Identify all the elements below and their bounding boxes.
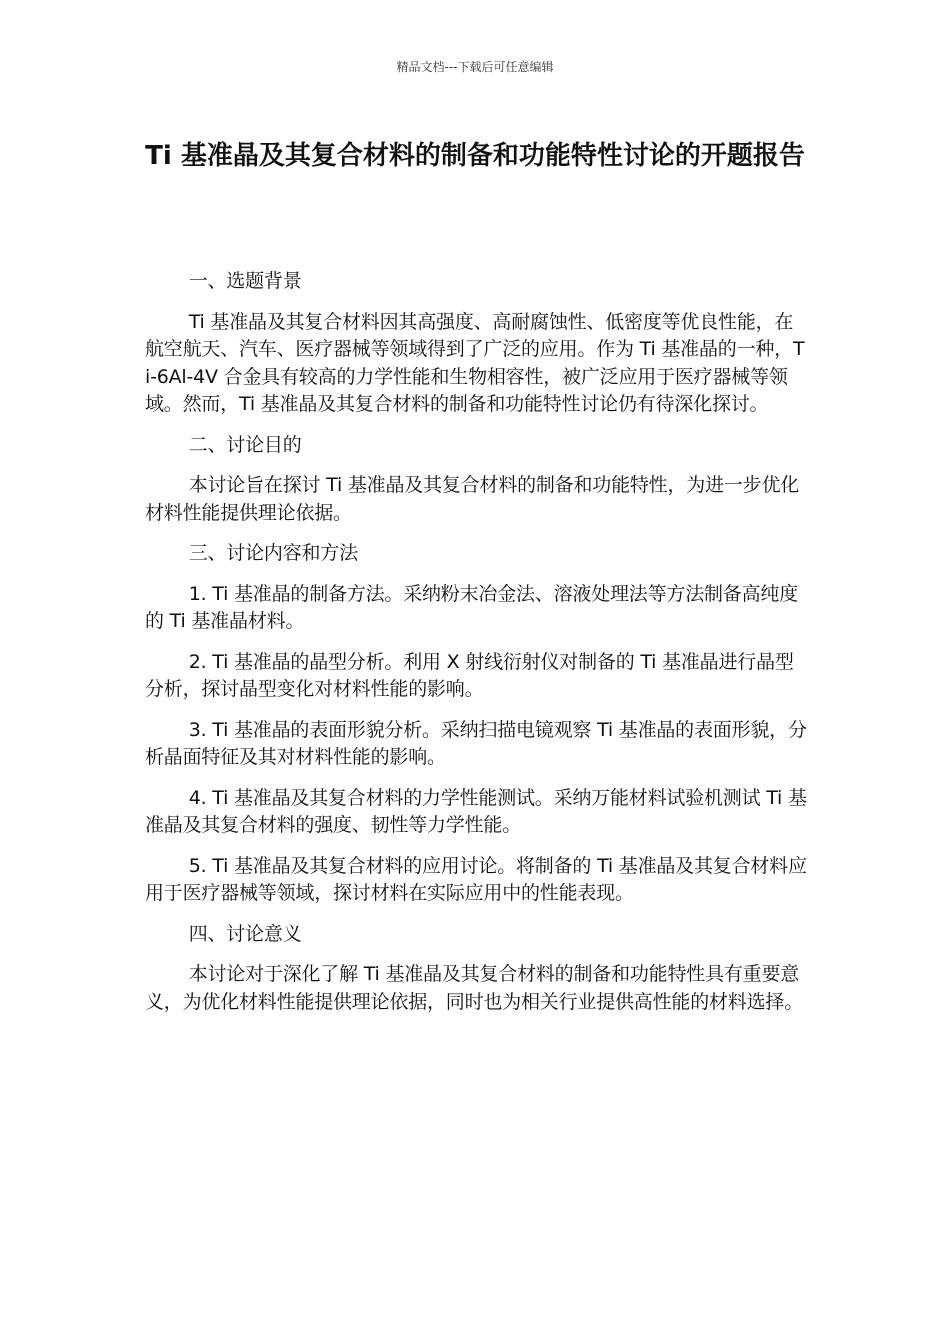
method-item-4: 4. Ti 基准晶及其复合材料的力学性能测试。采纳万能材料试验机测试 Ti 基准晶及其复合材料的强度、韧性等力学性能。 (145, 786, 807, 836)
header-note: 精品文档---下载后可任意编辑 (396, 60, 554, 74)
section-heading-methods: 三、讨论内容和方法 (188, 542, 358, 564)
paragraph-purpose: 本讨论旨在探讨 Ti 基准晶及其复合材料的制备和功能特性，为进一步优化材料性能提供理论依据。 (145, 474, 800, 524)
section-heading-significance: 四、讨论意义 (188, 922, 302, 945)
section-heading-purpose: 二、讨论目的 (188, 433, 302, 456)
paragraph-significance: 本讨论对于深化了解 Ti 基准晶及其复合材料的制备和功能特性具有重要意义，为优化材料性能提供理论依据，同时也为相关行业提供高性能的材料选择。 (145, 963, 804, 1013)
document-body (145, 268, 807, 1029)
method-item-2: 2. Ti 基准晶的晶型分析。利用 X 射线衍射仪对制备的 Ti 基准晶进行晶型分析，探讨晶型变化对材料性能的影响。 (145, 650, 794, 700)
page-title: Ti 基准晶及其复合材料的制备和功能特性讨论的开题报告 (145, 141, 805, 171)
method-item-5: 5. Ti 基准晶及其复合材料的应用讨论。将制备的 Ti 基准晶及其复合材料应用于医疗器械等领域，探讨材料在实际应用中的性能表现。 (145, 854, 807, 904)
method-item-3: 3. Ti 基准晶的表面形貌分析。采纳扫描电镜观察 Ti 基准晶的表面形貌，分析晶面特征及其对材料性能的影响。 (145, 718, 807, 768)
method-item-1: 1. Ti 基准晶的制备方法。采纳粉末冶金法、溶液处理法等方法制备高纯度的 Ti 基准晶材料。 (145, 582, 798, 632)
paragraph-background: Ti 基准晶及其复合材料因其高强度、高耐腐蚀性、低密度等优良性能，在航空航天、汽车、医疗器械等领域得到了广泛的应用。作为 Ti 基准晶的一种，Ti-6Al-4V 合金具有较高的力学性能和生物相容性，被广泛应用于医疗器械等领域。然而，Ti 基准晶及其复合材料的制备和功能特性讨论仍有待深化探讨。 (145, 310, 805, 415)
section-heading-background: 一、选题背景 (188, 270, 302, 292)
